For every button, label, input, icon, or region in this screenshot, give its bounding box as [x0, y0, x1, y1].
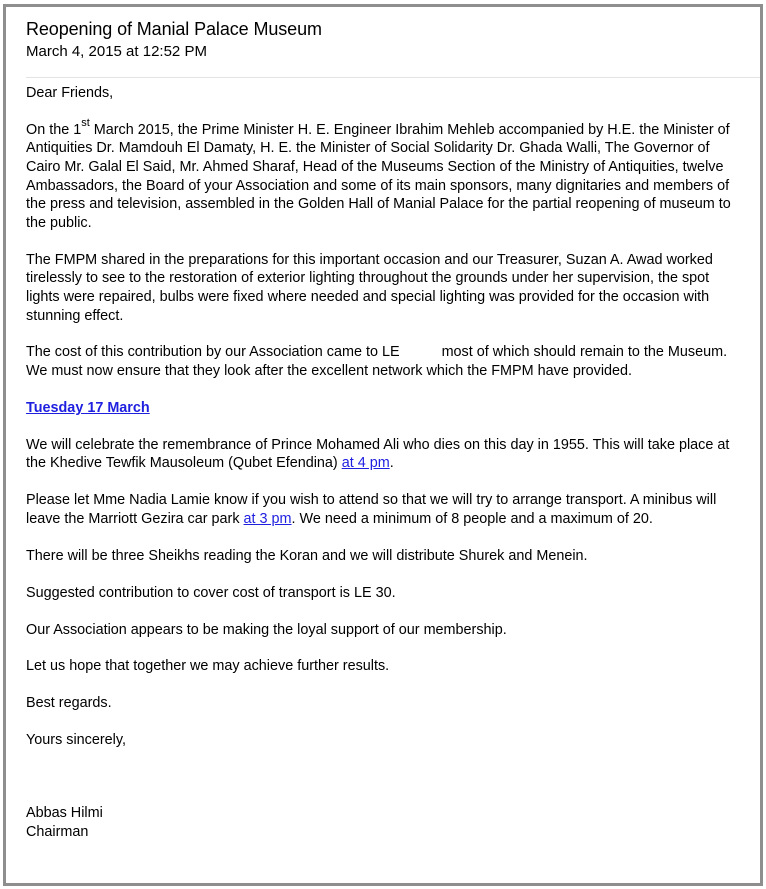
paragraph-cost: [26, 343, 738, 380]
email-body: [26, 84, 738, 841]
closing-regards: Best regards.: [26, 695, 112, 712]
paragraph-celebration-end: .: [389, 455, 394, 472]
paragraph-opening-start: On the 1: [26, 121, 82, 138]
greeting: Dear Friends,: [26, 85, 114, 101]
paragraph-opening: [26, 117, 738, 233]
paragraph-cost-rest: most of which should remain to the Museum. We must now ensure that they look after the excellent network which the FMPM have provided.: [26, 344, 728, 380]
paragraph-support: Our Association appears to be making the loyal support of our membership.: [26, 621, 507, 638]
time-link-4pm[interactable]: at 4 pm: [341, 455, 390, 472]
time-link-3pm[interactable]: at 3 pm: [243, 510, 292, 527]
paragraph-cost-start: The cost of this contribution by our Association came to LE: [26, 344, 400, 361]
paragraph-transport-end: . We need a minimum of 8 people and a maximum of 20.: [291, 510, 653, 527]
paragraph-preparations: The FMPM shared in the preparations for this important occasion and our Treasurer, Suzan A. Awad worked tirelessly to see to the restoration of exterior lighting throughout the grounds under her supervision, the spot lights were repaired, bulbs were fixed where needed and special lighting was provided for the occasion with stunning effect.: [26, 251, 713, 324]
paragraph-transport-text: Please let Mme Nadia Lamie know if you wish to attend so that we will try to arrange transport. A minibus will leave the Marriott Gezira car park: [26, 492, 717, 527]
signature-name: Abbas Hilmi: [26, 805, 103, 822]
paragraph-celebration-text: We will celebrate the remembrance of Prince Mohamed Ali who dies on this day in 1955. This will take place at the Khedive Tewfik Mausoleum (Qubet Efendina): [26, 436, 730, 472]
email-window: [3, 4, 763, 886]
event-date-link[interactable]: Tuesday 17 March: [26, 399, 150, 416]
closing-sincerely: Yours sincerely,: [26, 732, 126, 749]
email-date: March 4, 2015 at 12:52 PM: [26, 43, 207, 60]
signature-title: Chairman: [26, 823, 89, 840]
email-header: [26, 17, 760, 62]
paragraph-contribution: Suggested contribution to cover cost of transport is LE 30.: [26, 584, 396, 601]
paragraph-transport: [26, 491, 738, 528]
email-subject: Reopening of Manial Palace Museum: [26, 19, 322, 39]
signature-block: [26, 804, 738, 841]
paragraph-opening-rest: March 2015, the Prime Minister H. E. Engineer Ibrahim Mehleb accompanied by H.E. the Minister of Antiquities Dr. Mamdouh El Damaty, H. E. the Minister of Social Solidarity Dr. Ghada Walli, The Governor of Cairo Mr. Galal El Said, Mr. Ahmed Sharaf, Head of the Museums Section of the Ministry of Antiquities, twelve Ambassadors, the Board of your Association and some of its main sponsors, many dignitaries and members of the press and television, assembled in the Golden Hall of Manial Palace for the partial reopening of museum to the public.: [26, 121, 731, 231]
paragraph-sheikhs: There will be three Sheikhs reading the Koran and we will distribute Shurek and Menein.: [26, 547, 588, 564]
paragraph-hope: Let us hope that together we may achieve further results.: [26, 658, 390, 675]
header-divider: [26, 77, 760, 78]
paragraph-celebration: [26, 436, 738, 473]
signature-spacer: [26, 768, 738, 804]
ordinal-suffix: st: [81, 117, 90, 130]
event-heading: [26, 399, 738, 418]
